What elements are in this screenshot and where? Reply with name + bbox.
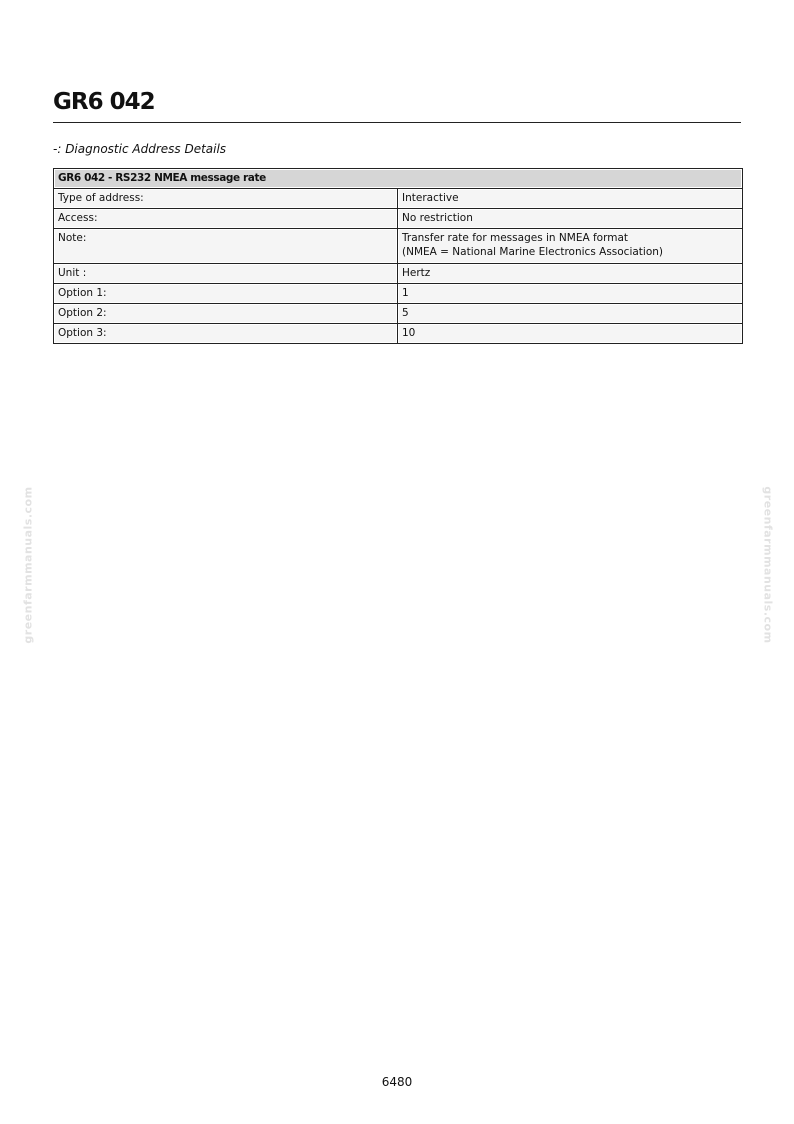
row-label: Option 1: [54, 284, 398, 304]
table-row [54, 264, 743, 284]
row-label: Option 2: [54, 304, 398, 324]
row-label: Access: [54, 209, 398, 229]
row-label: Note: [54, 229, 398, 264]
title-divider [53, 122, 741, 123]
note-line: Transfer rate for messages in NMEA format [402, 232, 629, 244]
table-row [54, 229, 743, 264]
table-header: GR6 042 - RS232 NMEA message rate [54, 169, 743, 189]
row-value: Interactive [398, 189, 743, 209]
row-value: No restriction [398, 209, 743, 229]
section-subtitle: -: Diagnostic Address Details [53, 142, 227, 156]
row-label: Type of address: [54, 189, 398, 209]
page-number: 6480 [381, 1075, 413, 1089]
page-title: GR6 042 [53, 89, 155, 115]
row-label: Unit : [54, 264, 398, 284]
table-row [54, 304, 743, 324]
row-value: 10 [398, 324, 743, 344]
table-row [54, 284, 743, 304]
watermark-left: greenfarmmanuals.com [21, 486, 35, 644]
note-line: (NMEA = National Marine Electronics Association) [402, 246, 664, 258]
diagnostic-address-table [53, 168, 743, 344]
row-value: Hertz [398, 264, 743, 284]
row-value [398, 229, 743, 264]
watermark-right: greenfarmmanuals.com [761, 486, 775, 644]
row-value: 1 [398, 284, 743, 304]
table-row [54, 324, 743, 344]
row-value: 5 [398, 304, 743, 324]
table-header-row [54, 169, 743, 189]
row-label: Option 3: [54, 324, 398, 344]
table-row [54, 189, 743, 209]
table-row [54, 209, 743, 229]
